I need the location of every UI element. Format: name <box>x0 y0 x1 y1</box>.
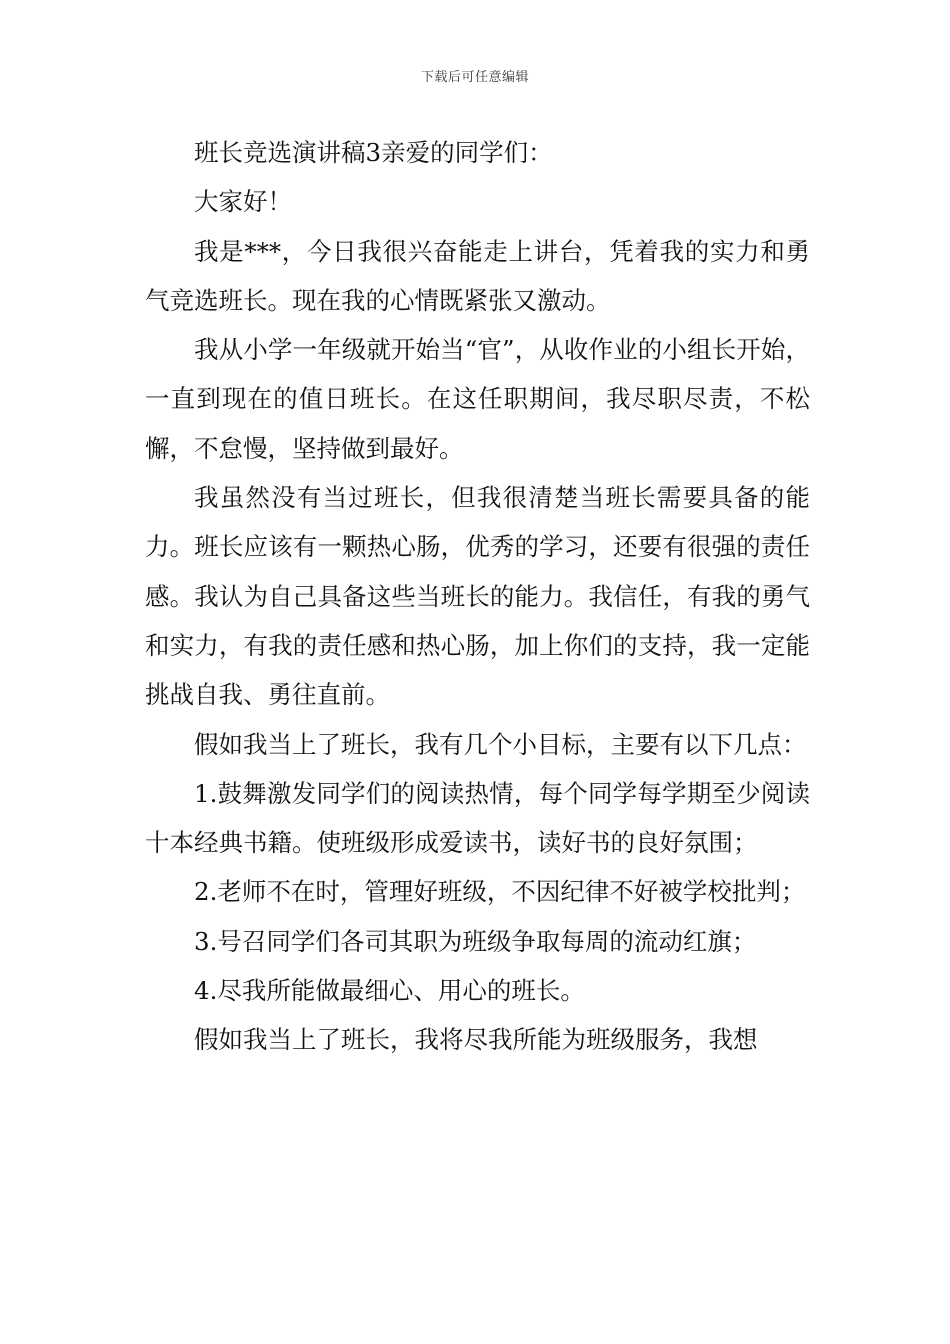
paragraph-goal-4: 4.尽我所能做最细心、用心的班长。 <box>194 976 585 1006</box>
paragraph-title: 班长竞选演讲稿3亲爱的同学们： <box>194 138 553 167</box>
paragraph-goal-3: 3.号召同学们各司其职为班级争取每周的流动红旗； <box>194 926 757 956</box>
paragraph-experience: 我从小学一年级就开始当“官”，从收作业的小组长开始，一直到现在的值日班长。在这任职期间，我尽职尽责，不松懈，不怠慢，坚持做到最好。 <box>145 335 810 463</box>
paragraph-goals-intro: 假如我当上了班长，我有几个小目标，主要有以下几点： <box>194 729 807 759</box>
paragraph-ability: 我虽然没有当过班长，但我很清楚当班长需要具备的能力。班长应该有一颗热心肠，优秀的学习，还要有很强的责任感。我认为自己具备这些当班长的能力。我信任，有我的勇气和实力，有我的责任感和热心肠，加上你们的支持，我一定能挑战自我、勇往直前。 <box>145 483 810 710</box>
document-body <box>145 128 810 1065</box>
paragraph-intro: 我是***，今日我很兴奋能走上讲台，凭着我的实力和勇气竞选班长。现在我的心情既紧张又激动。 <box>145 236 810 315</box>
paragraph-closing: 假如我当上了班长，我将尽我所能为班级服务，我想 <box>194 1025 758 1055</box>
paragraph-greeting: 大家好！ <box>194 187 292 217</box>
paragraph-goal-1: 1.鼓舞激发同学们的阅读热情，每个同学每学期至少阅读十本经典书籍。使班级形成爱读书，读好书的良好氛围； <box>145 778 810 858</box>
header-note: 下载后可任意编辑 <box>420 70 529 85</box>
paragraph-goal-2: 2.老师不在时，管理好班级，不因纪律不好被学校批判； <box>194 877 806 907</box>
